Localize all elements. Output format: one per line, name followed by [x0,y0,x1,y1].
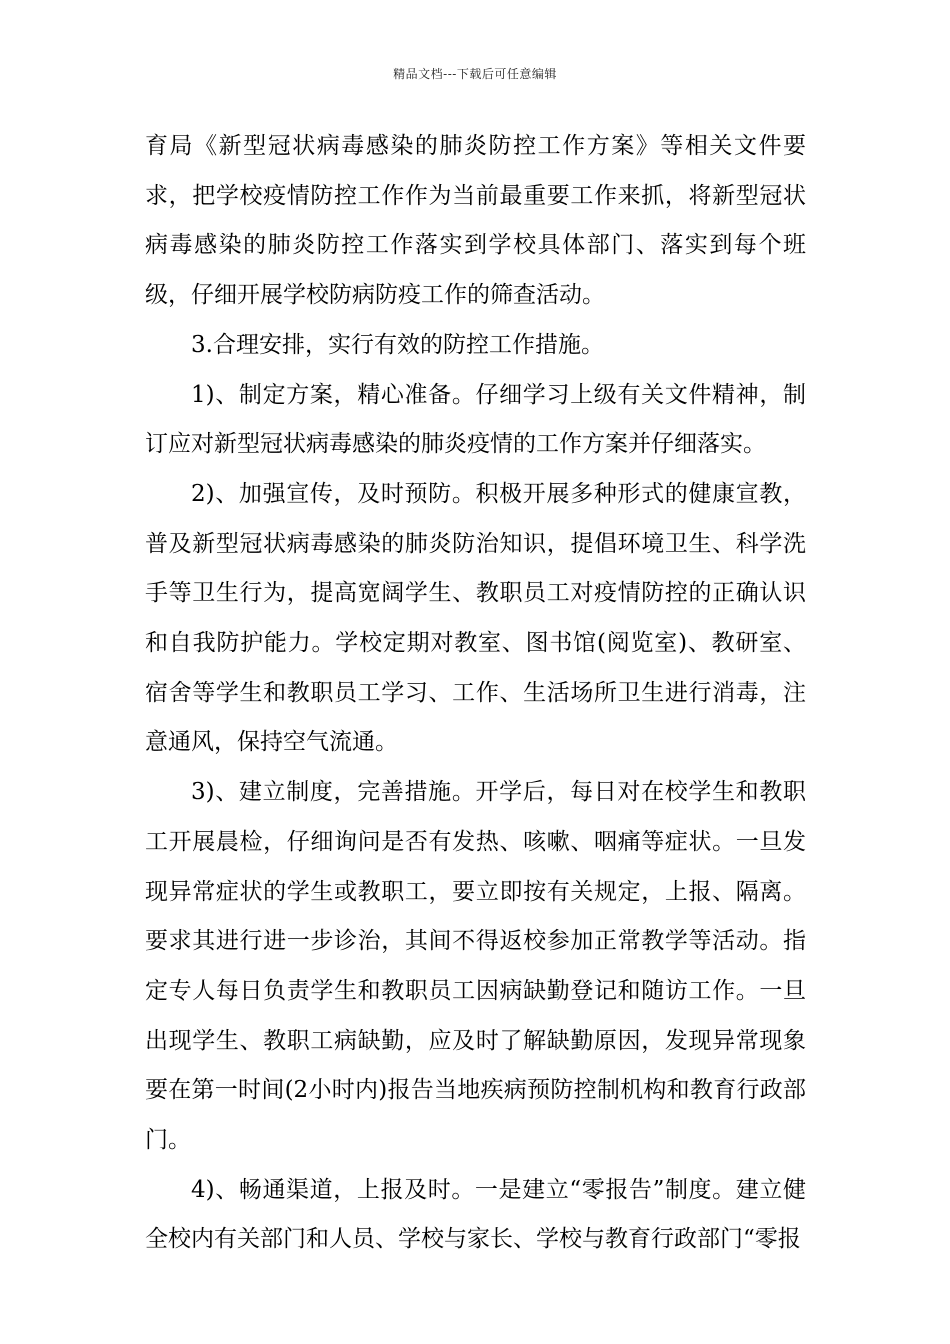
paragraph-item-3: 3)、建立制度，完善措施。开学后，每日对在校学生和教职工开展晨检，仔细询问是否有发热、咳嗽、咽痛等症状。一旦发现异常症状的学生或教职工，要立即按有关规定，上报、隔离。要求其进行进一步诊治，其间不得返校参加正常教学等活动。指定专人每日负责学生和教职员工因病缺勤登记和随访工作。一旦出现学生、教职工病缺勤，应及时了解缺勤原因，发现异常现象要在第一时间(2小时内)报告当地疾病预防控制机构和教育行政部门。 [145,779,806,1154]
document-body [145,122,806,1265]
paragraph-item-2: 2)、加强宣传，及时预防。积极开展多种形式的健康宣教，普及新型冠状病毒感染的肺炎防治知识，提倡环境卫生、科学洗手等卫生行为，提高宽阔学生、教职员工对疫情防控的正确认识和自我防护能力。学校定期对教室、图书馆(阅览室)、教研室、宿舍等学生和教职员工学习、工作、生活场所卫生进行消毒，注意通风，保持空气流通。 [145,480,806,756]
paragraph-continuation: 育局《新型冠状病毒感染的肺炎防控工作方案》等相关文件要求，把学校疫情防控工作作为当前最重要工作来抓，将新型冠状病毒感染的肺炎防控工作落实到学校具体部门、落实到每个班级，仔细开展学校防病防疫工作的筛查活动。 [145,133,806,309]
paragraph-section-3: 3.合理安排，实行有效的防控工作措施。 [191,331,604,358]
page-header: 精品文档---下载后可任意编辑 [393,67,557,81]
paragraph-item-1: 1)、制定方案，精心准备。仔细学习上级有关文件精神，制订应对新型冠状病毒感染的肺炎疫情的工作方案并仔细落实。 [145,381,806,458]
paragraph-item-4: 4)、畅通渠道，上报及时。一是建立“零报告”制度。建立健全校内有关部门和人员、学校与家长、学校与教育行政部门“零报 [145,1176,806,1253]
